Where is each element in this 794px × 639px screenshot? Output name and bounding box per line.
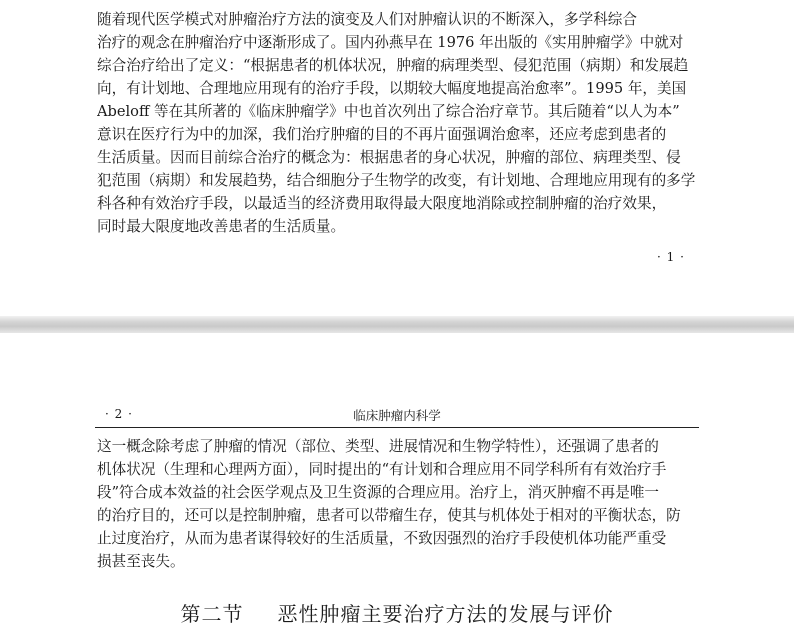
header-rule bbox=[95, 427, 699, 428]
text-line: 生活质量。因而目前综合治疗的概念为：根据患者的身心状况，肿瘤的部位、病理类型、侵 bbox=[97, 149, 681, 166]
body-paragraph bbox=[97, 8, 697, 238]
section-heading bbox=[0, 598, 794, 627]
text-line: 损甚至丧失。 bbox=[97, 553, 185, 570]
running-header-title: 临床肿瘤内科学 bbox=[353, 408, 441, 423]
text-line: Abeloff 等在其所著的《临床肿瘤学》中也首次列出了综合治疗章节。其后随着“以人为本” bbox=[97, 103, 680, 120]
text-line: 意识在医疗行为中的加深，我们治疗肿瘤的目的不再片面强调治愈率，还应考虑到患者的 bbox=[97, 126, 667, 143]
text-line: 的治疗目的，还可以是控制肿瘤，患者可以带瘤生存，使其与机体处于相对的平衡状态，防 bbox=[97, 507, 681, 524]
text-line: 机体状况（生理和心理两方面），同时提出的“有计划和合理应用不同学科所有有效治疗手 bbox=[97, 461, 667, 478]
text-line: 综合治疗给出了定义：“根据患者的机体状况，肿瘤的病理类型、侵犯范围（病期）和发展趋 bbox=[97, 57, 689, 74]
text-line: 向，有计划地、合理地应用现有的治疗手段，以期较大幅度地提高治愈率”。1995 年，美国 bbox=[97, 80, 687, 97]
text-line: 科各种有效治疗手段，以最适当的经济费用取得最大限度地消除或控制肿瘤的治疗效果， bbox=[97, 195, 667, 212]
text-line: 治疗的观念在肿瘤治疗中逐渐形成了。国内孙燕早在 1976 年出版的《实用肿瘤学》中就对 bbox=[97, 34, 684, 51]
text-line: 同时最大限度地改善患者的生活质量。 bbox=[97, 218, 346, 235]
section-number: 第二节 bbox=[180, 602, 244, 626]
text-line: 犯范围（病期）和发展趋势，结合细胞分子生物学的改变，有计划地、合理地应用现有的多学 bbox=[97, 172, 696, 189]
text-line: 随着现代医学模式对肿瘤治疗方法的演变及人们对肿瘤认识的不断深入，多学科综合 bbox=[97, 11, 637, 28]
text-line: 止过度治疗，从而为患者谋得较好的生活质量，不致因强烈的治疗手段使机体功能严重受 bbox=[97, 530, 667, 547]
text-line: 这一概念除考虑了肿瘤的情况（部位、类型、进展情况和生物学特性），还强调了患者的 bbox=[97, 438, 659, 455]
section-title: 恶性肿瘤主要治疗方法的发展与评价 bbox=[277, 602, 614, 626]
body-paragraph bbox=[97, 435, 697, 573]
page-number: · 2 · bbox=[105, 407, 133, 421]
text-line: 段”符合成本效益的社会医学观点及卫生资源的合理应用。治疗上，消灭肿瘤不再是唯一 bbox=[97, 484, 660, 501]
page-number: · 1 · bbox=[657, 250, 685, 264]
page-separator bbox=[0, 316, 794, 333]
